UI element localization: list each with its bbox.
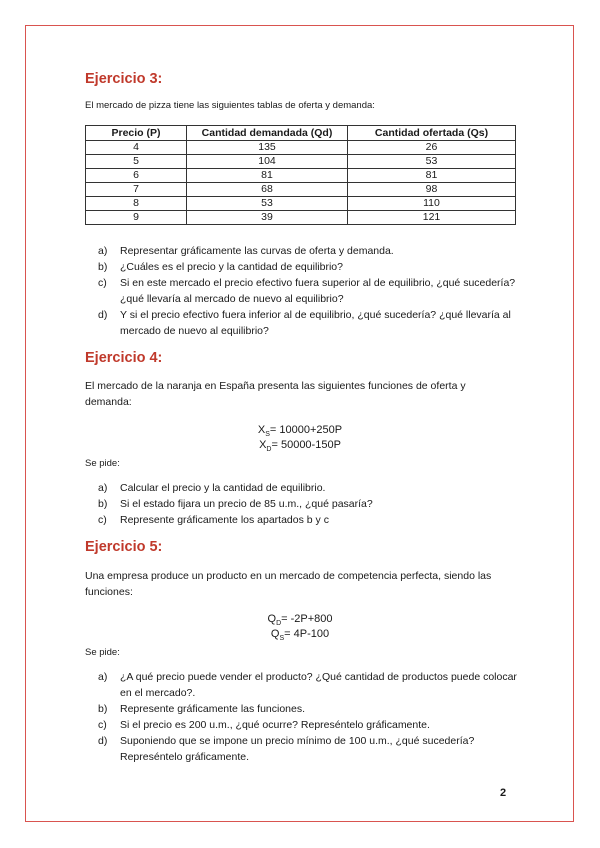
cell-price: 5 — [86, 155, 187, 169]
cell-qd: 39 — [187, 211, 348, 225]
table-row — [86, 197, 516, 211]
question-text: Si en este mercado el precio efectivo fuera superior al de equilibrio, ¿qué sucedería? ¿qué llevaría al mercado de nuevo al equilibrio? — [120, 277, 516, 305]
exercise-5-intro: Una empresa produce un producto en un mercado de competencia perfecta, siendo las funciones: — [85, 570, 492, 598]
function-var: Q — [270, 628, 280, 640]
question-text: Y si el precio efectivo fuera inferior al de equilibrio, ¿qué sucedería? ¿qué llevaría al mercado de nuevo al equilibrio? — [120, 309, 511, 337]
question-text: Suponiendo que se impone un precio mínimo de 100 u.m., ¿qué sucedería? Represéntelo gráficamente. — [120, 735, 475, 763]
list-item — [98, 243, 518, 259]
function-var: X — [259, 439, 267, 451]
cell-qd: 68 — [187, 183, 348, 197]
function-rhs: = -2P+800 — [281, 613, 333, 625]
function-var: Q — [267, 613, 277, 625]
col-header-qd: Cantidad demandada (Qd) — [187, 126, 348, 141]
cell-qs: 98 — [348, 183, 516, 197]
function-var: X — [257, 424, 266, 436]
col-header-qs: Cantidad ofertada (Qs) — [348, 126, 516, 141]
exercise-4-se-pide: Se pide: — [85, 458, 120, 469]
list-item — [98, 701, 518, 717]
exercise-5-title: Ejercicio 5: — [85, 539, 163, 555]
demand-function — [0, 438, 600, 457]
cell-qs: 53 — [348, 155, 516, 169]
exercise-3-intro: El mercado de pizza tiene las siguientes tablas de oferta y demanda: — [85, 100, 375, 111]
question-text: Si el precio es 200 u.m., ¿qué ocurre? Represéntelo gráficamente. — [120, 719, 430, 731]
list-item — [98, 717, 518, 733]
function-subscript: D — [266, 446, 272, 454]
supply-function — [0, 627, 600, 646]
function-subscript: S — [265, 431, 270, 439]
question-text: Represente gráficamente las funciones. — [120, 703, 306, 715]
cell-qd: 81 — [187, 169, 348, 183]
cell-qs: 26 — [348, 141, 516, 155]
cell-qs: 121 — [348, 211, 516, 225]
list-item — [98, 275, 518, 307]
exercise-4-title: Ejercicio 4: — [85, 350, 163, 366]
table-row — [86, 141, 516, 155]
page-number: 2 — [500, 787, 507, 799]
list-marker: a) — [98, 245, 108, 257]
exercise-5-se-pide: Se pide: — [85, 647, 120, 658]
function-rhs: = 10000+250P — [269, 424, 343, 436]
cell-qd: 135 — [187, 141, 348, 155]
exercise-4-intro: El mercado de la naranja en España presenta las siguientes funciones de oferta y demanda: — [85, 380, 466, 408]
list-marker: c) — [98, 719, 107, 731]
table-row — [86, 183, 516, 197]
table-row — [86, 169, 516, 183]
list-item — [98, 512, 518, 528]
list-item — [98, 480, 518, 496]
table-row — [86, 155, 516, 169]
table-row — [86, 211, 516, 225]
table-header-row — [86, 126, 516, 141]
question-text: Si el estado fijara un precio de 85 u.m., ¿qué pasaría? — [120, 498, 373, 510]
cell-qs: 110 — [348, 197, 516, 211]
cell-qs: 81 — [348, 169, 516, 183]
cell-price: 6 — [86, 169, 187, 183]
question-text: ¿A qué precio puede vender el producto? ¿Qué cantidad de productos puede colocar en el mercado?. — [120, 671, 517, 699]
list-item — [98, 307, 518, 339]
list-marker: b) — [98, 498, 108, 510]
cell-price: 4 — [86, 141, 187, 155]
list-marker: d) — [98, 735, 108, 747]
cell-price: 8 — [86, 197, 187, 211]
list-marker: a) — [98, 482, 108, 494]
list-marker: a) — [98, 671, 108, 683]
exercise-3-questions — [98, 243, 518, 339]
list-item — [98, 733, 518, 765]
exercise-3-title: Ejercicio 3: — [85, 71, 163, 87]
list-marker: c) — [98, 277, 107, 289]
cell-price: 9 — [86, 211, 187, 225]
function-rhs: = 50000-150P — [271, 439, 341, 451]
exercise-5-questions — [98, 669, 518, 765]
list-item — [98, 669, 518, 701]
list-marker: b) — [98, 261, 108, 273]
list-item — [98, 496, 518, 512]
function-subscript: D — [276, 620, 282, 628]
list-marker: b) — [98, 703, 108, 715]
question-text: Representar gráficamente las curvas de oferta y demanda. — [120, 245, 394, 257]
col-header-price: Precio (P) — [86, 126, 187, 141]
supply-demand-table — [85, 125, 516, 225]
cell-price: 7 — [86, 183, 187, 197]
question-text: Represente gráficamente los apartados b y c — [120, 514, 329, 526]
function-subscript: S — [279, 635, 285, 643]
cell-qd: 53 — [187, 197, 348, 211]
exercise-4-questions — [98, 480, 518, 528]
question-text: Calcular el precio y la cantidad de equilibrio. — [120, 482, 326, 494]
question-text: ¿Cuáles es el precio y la cantidad de equilibrio? — [120, 261, 343, 273]
function-rhs: = 4P-100 — [284, 628, 330, 640]
list-item — [98, 259, 518, 275]
list-marker: d) — [98, 309, 108, 321]
cell-qd: 104 — [187, 155, 348, 169]
list-marker: c) — [98, 514, 107, 526]
